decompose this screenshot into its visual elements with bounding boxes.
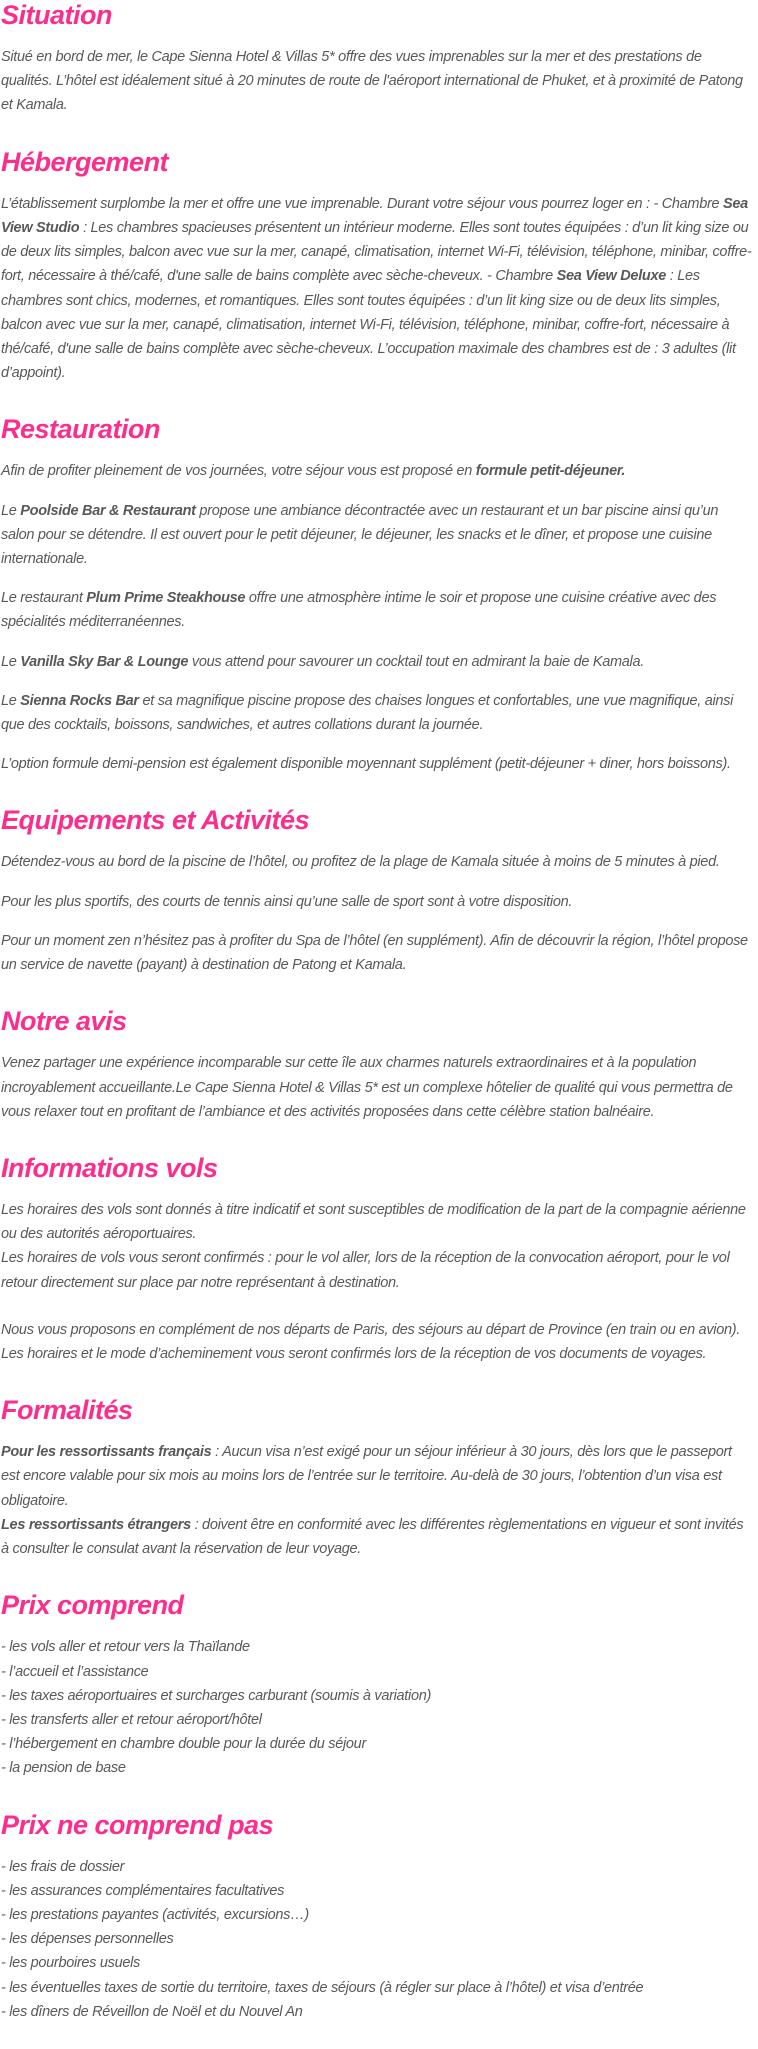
section-title-notre-avis: Notre avis: [1, 1006, 127, 1037]
paragraph: Pour un moment zen n’hésitez pas à profiter du Spa de l’hôtel (en supplément). Afin de découvrir la région, l’hôtel propose un service de navette (payant) à destination de Patong et Kamala.: [1, 932, 748, 974]
bold-text: Vanilla Sky Bar & Lounge: [20, 653, 189, 670]
paragraph: Le Poolside Bar & Restaurant propose une ambiance décontractée avec un restaurant et un bar piscine ainsi qu’un salon pour se détendre. Il est ouvert pour le petit déjeuner, le déjeuner, les snacks et le dîner, et propose une cuisine internationale.: [1, 502, 719, 567]
paragraph: Nous vous proposons en complément de nos départs de Paris, des séjours au départ de Province (en train ou en avion). Les horaires et le mode d’acheminement vous seront confirmés lors de la réception de vos documents de voyages.: [1, 1321, 740, 1362]
paragraph: Le Sienna Rocks Bar et sa magnifique piscine propose des chaises longues et confortables, une vue magnifique, ainsi que des cocktails, boissons, sandwiches, et autres collations durant la journée.: [1, 692, 734, 733]
section-title-formalites: Formalités: [1, 1395, 133, 1426]
paragraph: L’établissement surplombe la mer et offre une vue imprenable. Durant votre séjour vous pourrez loger en : - Chambre Sea View Studio : Les chambres spacieuses présentent un intérieur moderne. Elles sont toutes équipées : d’un lit king size ou de deux lits simples, balcon avec vue sur la mer, canapé, climatisation, internet Wi-Fi, télévision, téléphone, minibar, coffre-fort, nécessaire à thé/café, d'une salle de bains complète avec sèche-cheveux. - Chambre Sea View Deluxe : Les chambres sont chics, modernes, et romantiques. Elles sont toutes équipées : d’un lit king size ou de deux lits simples, balcon avec vue sur la mer, canapé, climatisation, internet Wi-Fi, télévision, téléphone, minibar, coffre-fort, nécessaire à thé/café, d'une salle de bains complète avec sèche-cheveux. L’occupation maximale des chambres est de : 3 adultes (lit d’appoint).: [1, 195, 752, 382]
paragraph: Les horaires des vols sont donnés à titre indicatif et sont susceptibles de modification de la part de la compagnie aérienne ou des autorités aéroportuaires. Les horaires de vols vous seront confirmés : pour le vol aller, lors de la réception de la convocation aéroport, pour le vol retour directement sur place par notre représentant à destination.: [1, 1201, 746, 1291]
section-title-equipements: Equipements et Activités: [1, 805, 310, 836]
bold-text: Poolside Bar & Restaurant: [20, 502, 196, 519]
section-restauration: [1, 414, 752, 776]
section-title-informations-vols: Informations vols: [1, 1152, 218, 1183]
paragraph: Afin de profiter pleinement de vos journées, votre séjour vous est proposé en formule petit-déjeuner.: [1, 463, 626, 480]
bold-text: Sienna Rocks Bar: [20, 692, 139, 709]
paragraph: L’option formule demi-pension est également disponible moyennant supplément (petit-déjeuner + diner, hors boissons).: [1, 756, 731, 773]
bold-text: Plum Prime Steakhouse: [86, 590, 246, 607]
paragraph: Le Vanilla Sky Bar & Lounge vous attend pour savourer un cocktail tout en admirant la baie de Kamala.: [1, 653, 644, 670]
section-notre-avis: [1, 1006, 752, 1124]
paragraph: Le restaurant Plum Prime Steakhouse offre une atmosphère intime le soir et propose une cuisine créative avec des spécialités méditerranéennes.: [1, 590, 717, 631]
section-equipements: [1, 805, 752, 977]
paragraph: Venez partager une expérience incomparable sur cette île aux charmes naturels extraordinaires et à la population incroyablement accueillante.Le Cape Sienna Hotel & Villas 5* est un complexe hôtelier de qualité qui vous permettra de vous relaxer tout en profitant de l’ambiance et des activités proposées dans cette célèbre station balnéaire.: [1, 1055, 733, 1120]
paragraph: - les frais de dossier - les assurances complémentaires facultatives - les prestations payantes (activités, excursions…) - les dépenses personnelles - les pourboires usuels - les éventuelles taxes de sortie du territoire, taxes de séjours (à régler sur place à l’hôtel) et visa d’entrée - les dîners de Réveillon de Noël et du Nouvel An: [1, 1858, 644, 2020]
paragraph: - les vols aller et retour vers la Thaïlande - l’accueil et l’assistance - les taxes aéroportuaires et surcharges carburant (soumis à variation) - les transferts aller et retour aéroport/hôtel - l’hébergement en chambre double pour la durée du séjour - la pension de base: [1, 1639, 432, 1777]
section-informations-vols: [1, 1153, 752, 1366]
paragraph: Détendez-vous au bord de la piscine de l’hôtel, ou profitez de la plage de Kamala située à moins de 5 minutes à pied.: [1, 854, 720, 871]
bold-text: Pour les ressortissants français: [1, 1444, 212, 1461]
section-title-restauration: Restauration: [1, 414, 161, 445]
bold-text: Sea View Deluxe: [556, 268, 667, 285]
paragraph: Pour les ressortissants français : Aucun visa n’est exigé pour un séjour inférieur à 30 jours, dès lors que le passeport est encore valable pour six mois au moins lors de l’entrée sur le territoire. Au-delà de 30 jours, l’obtention d’un visa est obligatoire. Les ressortissants étrangers : doivent être en conformité avec les différentes règlementations en vigueur et sont invités à consulter le consulat avant la réservation de leur voyage.: [1, 1444, 744, 1558]
section-title-hebergement: Hébergement: [1, 146, 169, 177]
section-hebergement: [1, 147, 752, 386]
bold-text: Sea View Studio: [1, 195, 748, 236]
section-prix-ne-comprend-pas: [1, 1810, 752, 2024]
paragraph: Situé en bord de mer, le Cape Sienna Hotel & Villas 5* offre des vues imprenables sur la mer et des prestations de qualités. L’hôtel est idéalement situé à 20 minutes de route de l'aéroport international de Phuket, et à proximité de Patong et Kamala.: [1, 49, 743, 114]
section-prix-comprend: [1, 1590, 752, 1780]
paragraph: Pour les plus sportifs, des courts de tennis ainsi qu’une salle de sport sont à votre disposition.: [1, 893, 573, 910]
bold-text: Les ressortissants étrangers: [1, 1516, 191, 1533]
section-title-prix-ne-comprend-pas: Prix ne comprend pas: [1, 1809, 274, 1840]
section-title-prix-comprend: Prix comprend: [1, 1590, 184, 1621]
section-situation: [1, 0, 752, 118]
section-formalites: [1, 1395, 752, 1561]
bold-text: formule petit-déjeuner.: [475, 463, 626, 480]
section-title-situation: Situation: [1, 0, 112, 30]
